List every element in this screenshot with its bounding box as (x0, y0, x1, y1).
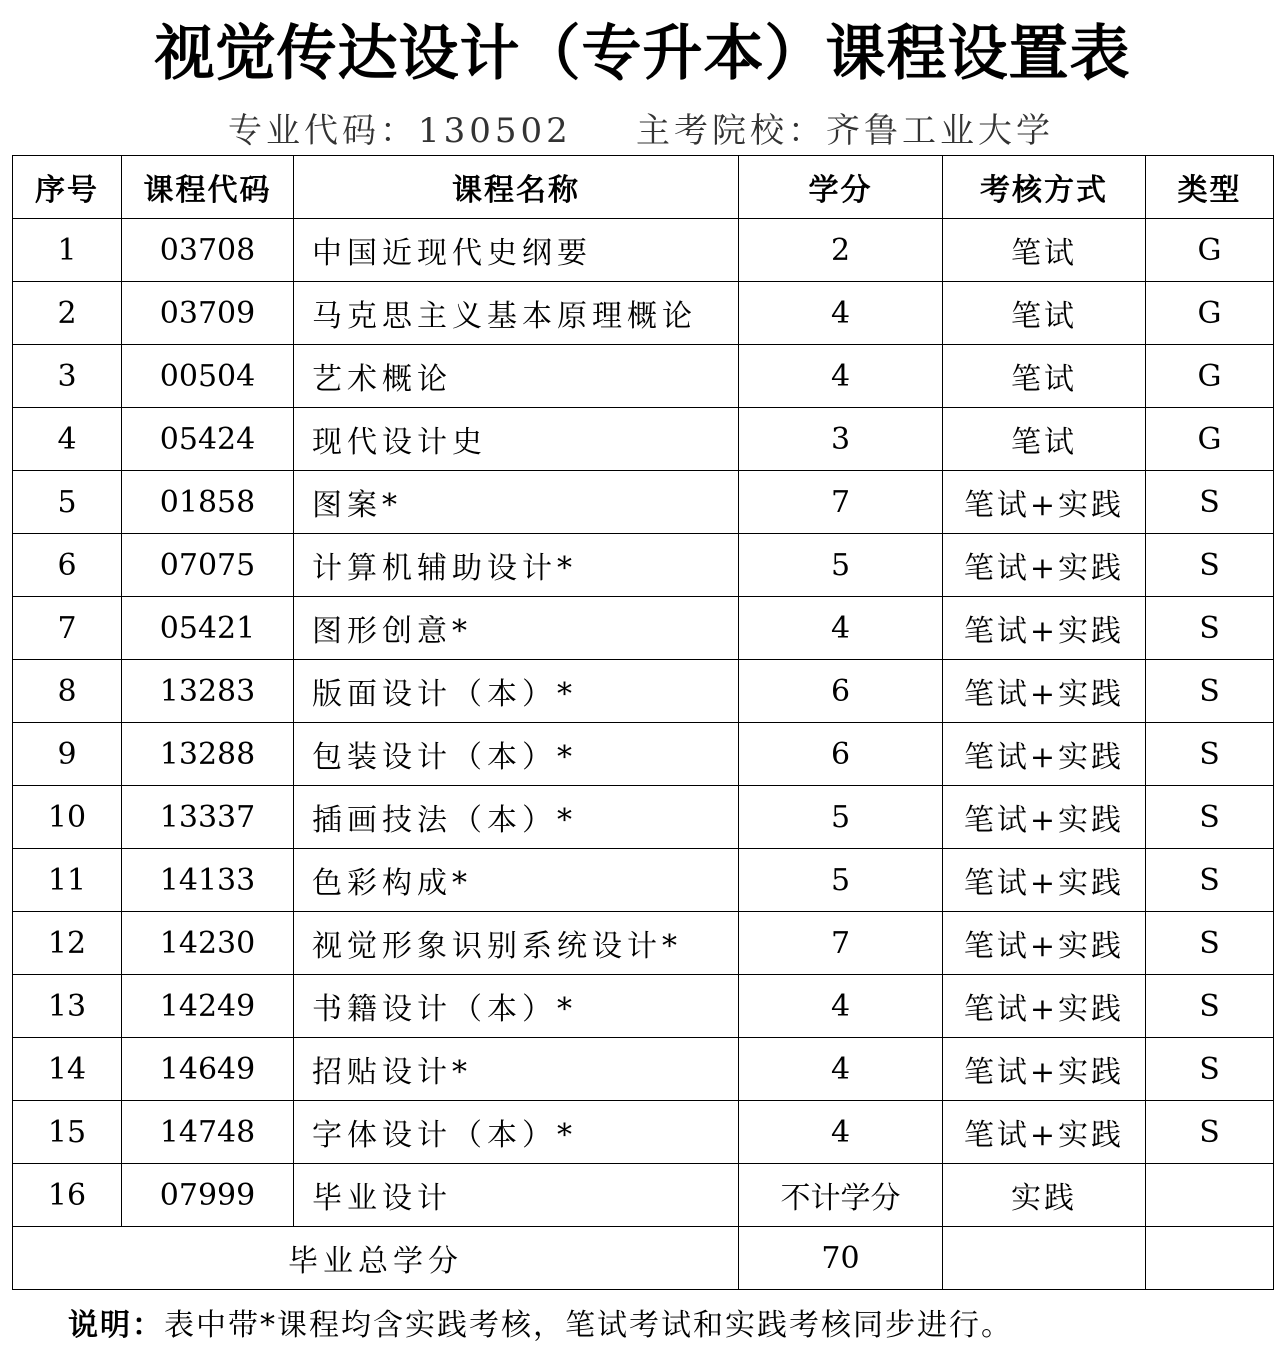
total-row (13, 1227, 1274, 1290)
cell-type: G (1146, 408, 1274, 471)
cell-name: 图案* (294, 471, 739, 534)
cell-name: 视觉形象识别系统设计* (294, 912, 739, 975)
table-row (13, 786, 1274, 849)
cell-credit: 4 (739, 1101, 943, 1164)
cell-exam: 笔试+实践 (943, 849, 1146, 912)
table-row (13, 1038, 1274, 1101)
exam-school: 主考院校：齐鲁工业大学 (636, 111, 1054, 151)
cell-exam: 笔试 (943, 408, 1146, 471)
table-row (13, 534, 1274, 597)
cell-index: 8 (13, 660, 122, 723)
cell-credit: 4 (739, 597, 943, 660)
cell-code: 13288 (122, 723, 294, 786)
table-row (13, 723, 1274, 786)
cell-credit: 7 (739, 471, 943, 534)
cell-type: S (1146, 1038, 1274, 1101)
cell-name: 计算机辅助设计* (294, 534, 739, 597)
cell-credit: 2 (739, 219, 943, 282)
header-credit: 学分 (739, 156, 943, 219)
cell-index: 10 (13, 786, 122, 849)
cell-index: 14 (13, 1038, 122, 1101)
cell-exam: 笔试+实践 (943, 723, 1146, 786)
table-row (13, 660, 1274, 723)
cell-index: 12 (13, 912, 122, 975)
cell-exam: 笔试 (943, 282, 1146, 345)
cell-credit: 4 (739, 345, 943, 408)
cell-exam: 笔试+实践 (943, 471, 1146, 534)
header-name: 课程名称 (294, 156, 739, 219)
cell-type: G (1146, 345, 1274, 408)
table-row (13, 471, 1274, 534)
cell-code: 14249 (122, 975, 294, 1038)
total-label: 毕业总学分 (13, 1227, 739, 1290)
cell-index: 2 (13, 282, 122, 345)
table-row (13, 345, 1274, 408)
cell-name: 色彩构成* (294, 849, 739, 912)
cell-code: 14748 (122, 1101, 294, 1164)
cell-exam: 笔试+实践 (943, 534, 1146, 597)
header-exam: 考核方式 (943, 156, 1146, 219)
cell-index: 16 (13, 1164, 122, 1227)
cell-credit: 5 (739, 786, 943, 849)
cell-index: 5 (13, 471, 122, 534)
cell-index: 4 (13, 408, 122, 471)
note-text: 表中带*课程均含实践考核，笔试考试和实践考核同步进行。 (164, 1308, 1013, 1343)
cell-type: S (1146, 786, 1274, 849)
cell-type: S (1146, 534, 1274, 597)
table-row (13, 597, 1274, 660)
cell-code: 03708 (122, 219, 294, 282)
cell-index: 13 (13, 975, 122, 1038)
cell-credit: 不计学分 (739, 1164, 943, 1227)
cell-type: S (1146, 1101, 1274, 1164)
cell-code: 14133 (122, 849, 294, 912)
cell-credit: 4 (739, 1038, 943, 1101)
cell-name: 字体设计（本）* (294, 1101, 739, 1164)
header-type: 类型 (1146, 156, 1274, 219)
cell-credit: 4 (739, 282, 943, 345)
cell-type: S (1146, 660, 1274, 723)
total-value: 70 (739, 1227, 943, 1290)
cell-type: G (1146, 219, 1274, 282)
cell-code: 13337 (122, 786, 294, 849)
header-index: 序号 (13, 156, 122, 219)
cell-exam: 笔试+实践 (943, 975, 1146, 1038)
cell-code: 05421 (122, 597, 294, 660)
cell-code: 13283 (122, 660, 294, 723)
cell-name: 包装设计（本）* (294, 723, 739, 786)
cell-type (1146, 1164, 1274, 1227)
cell-type: S (1146, 597, 1274, 660)
table-row (13, 849, 1274, 912)
cell-credit: 6 (739, 723, 943, 786)
total-empty-exam (943, 1227, 1146, 1290)
header-code: 课程代码 (122, 156, 294, 219)
header-row (13, 156, 1274, 219)
note (68, 1304, 1013, 1348)
cell-index: 3 (13, 345, 122, 408)
cell-type: S (1146, 849, 1274, 912)
cell-index: 15 (13, 1101, 122, 1164)
cell-name: 版面设计（本）* (294, 660, 739, 723)
cell-credit: 7 (739, 912, 943, 975)
cell-exam: 笔试+实践 (943, 660, 1146, 723)
cell-exam: 笔试+实践 (943, 786, 1146, 849)
table-row (13, 912, 1274, 975)
cell-exam: 笔试 (943, 345, 1146, 408)
cell-name: 书籍设计（本）* (294, 975, 739, 1038)
cell-name: 招贴设计* (294, 1038, 739, 1101)
cell-type: S (1146, 723, 1274, 786)
cell-index: 11 (13, 849, 122, 912)
cell-name: 艺术概论 (294, 345, 739, 408)
page-title: 视觉传达设计（专升本）课程设置表 (154, 19, 1131, 89)
note-label: 说明： (68, 1308, 164, 1343)
cell-index: 9 (13, 723, 122, 786)
table-row (13, 1164, 1274, 1227)
table-row (13, 219, 1274, 282)
cell-credit: 4 (739, 975, 943, 1038)
cell-index: 7 (13, 597, 122, 660)
cell-name: 中国近现代史纲要 (294, 219, 739, 282)
table-row (13, 282, 1274, 345)
cell-name: 毕业设计 (294, 1164, 739, 1227)
table-row (13, 408, 1274, 471)
cell-code: 01858 (122, 471, 294, 534)
cell-type: S (1146, 975, 1274, 1038)
cell-exam: 笔试+实践 (943, 912, 1146, 975)
cell-credit: 6 (739, 660, 943, 723)
cell-type: G (1146, 282, 1274, 345)
cell-exam: 笔试 (943, 219, 1146, 282)
cell-exam: 实践 (943, 1164, 1146, 1227)
cell-code: 00504 (122, 345, 294, 408)
cell-credit: 5 (739, 534, 943, 597)
cell-credit: 5 (739, 849, 943, 912)
cell-code: 07075 (122, 534, 294, 597)
cell-name: 马克思主义基本原理概论 (294, 282, 739, 345)
cell-exam: 笔试+实践 (943, 597, 1146, 660)
cell-name: 插画技法（本）* (294, 786, 739, 849)
cell-type: S (1146, 912, 1274, 975)
cell-name: 图形创意* (294, 597, 739, 660)
cell-code: 14649 (122, 1038, 294, 1101)
cell-index: 1 (13, 219, 122, 282)
cell-type: S (1146, 471, 1274, 534)
cell-code: 07999 (122, 1164, 294, 1227)
table-row (13, 975, 1274, 1038)
cell-exam: 笔试+实践 (943, 1038, 1146, 1101)
major-code: 专业代码：130502 (228, 111, 572, 151)
course-table (12, 155, 1274, 1290)
cell-code: 05424 (122, 408, 294, 471)
cell-index: 6 (13, 534, 122, 597)
cell-credit: 3 (739, 408, 943, 471)
cell-code: 03709 (122, 282, 294, 345)
total-empty-type (1146, 1227, 1274, 1290)
cell-code: 14230 (122, 912, 294, 975)
cell-name: 现代设计史 (294, 408, 739, 471)
cell-exam: 笔试+实践 (943, 1101, 1146, 1164)
table-row (13, 1101, 1274, 1164)
table-body (13, 219, 1274, 1227)
